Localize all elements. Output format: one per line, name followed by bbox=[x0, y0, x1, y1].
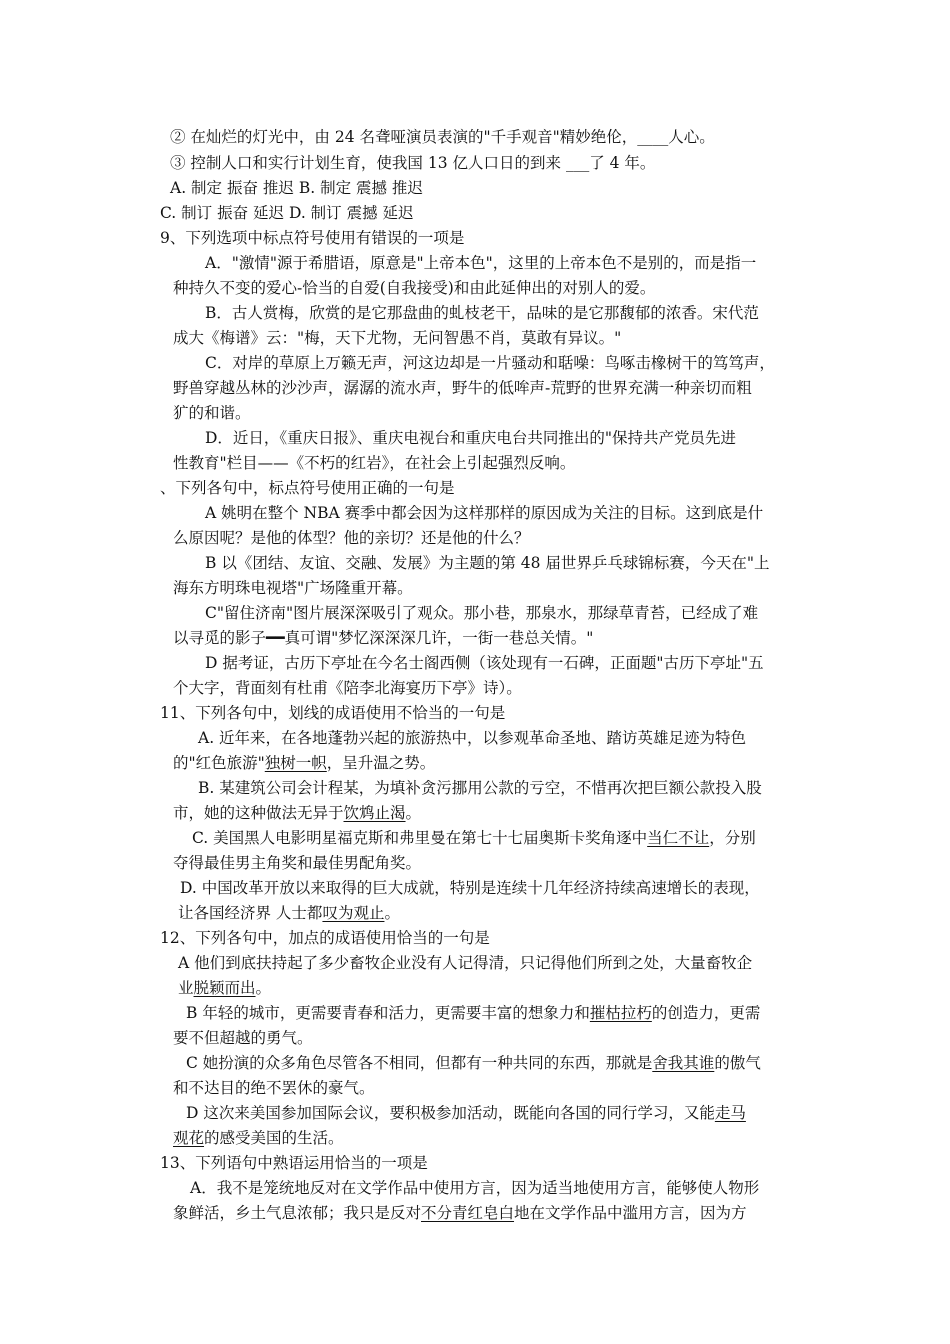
text-segment: D. 中国改革开放以来取得的巨大成就，特别是连续十几年经济持续高速增长的表现， bbox=[180, 879, 760, 897]
text-line bbox=[190, 1176, 759, 1200]
text-segment: 12、下列各句中，加点的成语使用恰当的一句是 bbox=[160, 929, 490, 947]
text-segment: 业 bbox=[178, 979, 194, 997]
text-segment: C. 美国黑人电影明星福克斯和弗里曼在第七十七届奥斯卡奖角逐中 bbox=[192, 829, 648, 847]
question-heading bbox=[160, 926, 490, 950]
text-segment: A 他们到底扶持起了多少畜牧企业没有人记得清，只记得他们所到之处，大量畜牧企 bbox=[178, 954, 753, 972]
text-segment: ，呈升温之势。 bbox=[326, 754, 436, 772]
text-line bbox=[173, 276, 655, 300]
text-line bbox=[205, 301, 759, 325]
question-heading bbox=[160, 1151, 428, 1175]
text-segment: 性教育"栏目——《不朽的红岩》，在社会上引起强烈反响。 bbox=[173, 454, 576, 472]
text-segment: 市，她的这种做法无异于 bbox=[173, 804, 344, 822]
text-segment: B．古人赏梅，欣赏的是它那盘曲的虬枝老干，品味的是它那馥郁的浓香。宋代范 bbox=[205, 304, 759, 322]
text-line bbox=[173, 801, 421, 825]
text-segment: 9、下列选项中标点符号使用有错误的一项是 bbox=[160, 229, 465, 247]
text-segment: 野兽穿越丛林的沙沙声，潺潺的流水声，野牛的低哞声-荒野的世界充满一种亲切而粗 bbox=[173, 379, 752, 397]
text-segment: 个大字，背面刻有杜甫《陪李北海宴历下亭》诗）。 bbox=[173, 679, 522, 697]
text-segment: ③ 控制人口和实行计划生育，使我国 13 亿人口日的到来 bbox=[170, 154, 566, 172]
question-heading bbox=[160, 701, 505, 725]
text-line bbox=[198, 726, 746, 750]
text-line bbox=[170, 151, 655, 175]
text-segment: 犷的和谐。 bbox=[173, 404, 251, 422]
question-heading bbox=[160, 226, 464, 250]
text-segment: A 姚明在整个 NBA 赛季中都会因为这样那样的原因成为关注的目标。这到底是什 bbox=[205, 504, 764, 522]
text-line bbox=[173, 376, 752, 400]
text-line bbox=[173, 1201, 747, 1225]
text-segment: 13、下列语句中熟语运用恰当的一项是 bbox=[160, 1154, 428, 1172]
text-line bbox=[173, 326, 621, 350]
text-segment: 、下列各句中，标点符号使用正确的一句是 bbox=[160, 479, 455, 497]
text-line bbox=[205, 251, 756, 275]
text-line bbox=[186, 1051, 761, 1075]
text-segment: D 这次来美国参加国际会议，要积极参加活动，既能向各国的同行学习，又能 bbox=[186, 1104, 715, 1122]
text-segment: 。 bbox=[405, 804, 422, 822]
underlined-idiom: 叹为观止 bbox=[322, 904, 385, 922]
text-segment: 么原因呢？是他的体型？他的亲切？还是他的什么？ bbox=[173, 529, 530, 547]
text-line bbox=[160, 201, 414, 225]
text-segment: 和不达目的绝不罢休的豪气。 bbox=[173, 1079, 375, 1097]
text-segment: 的创造力，更需 bbox=[651, 1004, 761, 1022]
text-line bbox=[205, 551, 770, 575]
underlined-idiom: 观花 bbox=[173, 1129, 205, 1147]
text-line bbox=[173, 576, 413, 600]
text-segment: 让各国经济界 人士都 bbox=[178, 904, 323, 922]
underlined-idiom: 不分青红皂白 bbox=[421, 1204, 515, 1222]
text-line bbox=[170, 125, 715, 149]
text-segment: C. 制订 振奋 延迟 D. 制订 震撼 延迟 bbox=[160, 204, 414, 222]
text-segment: ② 在灿烂的灯光中，由 24 名聋哑演员表演的"千手观音"精妙绝伦， bbox=[170, 128, 638, 146]
text-line bbox=[173, 401, 251, 425]
question-heading bbox=[160, 476, 455, 500]
text-line bbox=[173, 626, 593, 650]
underlined-idiom: 脱颖而出 bbox=[193, 979, 256, 997]
text-segment: 的"红色旅游" bbox=[173, 754, 265, 772]
text-segment: A. 近年来，在各地蓬勃兴起的旅游热中，以参观革命圣地、踏访英雄足迹为特色 bbox=[198, 729, 747, 747]
text-segment: D 据考证，古历下亭址在今名士阁西侧（该处现有一石碑，正面题"古历下亭址"五 bbox=[205, 654, 764, 672]
text-segment: 成大《梅谱》云："梅，天下尤物，无问智愚不肖，莫敢有异议。" bbox=[173, 329, 622, 347]
text-segment: 。 bbox=[255, 979, 272, 997]
text-segment: 种持久不变的爱心-恰当的自爱(自我接受)和由此延伸出的对别人的爱。 bbox=[173, 279, 656, 297]
text-line bbox=[178, 951, 752, 975]
text-segment: 。 bbox=[384, 904, 400, 922]
text-line bbox=[205, 601, 758, 625]
text-line bbox=[205, 501, 763, 525]
text-segment: C 她扮演的众多角色尽管各不相同，但都有一种共同的东西，那就是 bbox=[186, 1054, 653, 1072]
text-line bbox=[178, 976, 271, 1000]
text-line bbox=[173, 526, 530, 550]
underlined-idiom: 当仁不让 bbox=[647, 829, 710, 847]
text-segment: 的傲气 bbox=[714, 1054, 761, 1072]
text-line bbox=[173, 851, 421, 875]
text-line bbox=[186, 1001, 760, 1025]
text-segment: 海东方明珠电视塔"广场隆重开幕。 bbox=[173, 579, 413, 597]
text-segment: 地在文学作品中滥用方言，因为方 bbox=[514, 1204, 747, 1222]
text-line bbox=[173, 676, 522, 700]
text-line bbox=[173, 751, 435, 775]
text-segment: ____ bbox=[637, 128, 669, 146]
text-line bbox=[173, 1126, 344, 1150]
text-segment: ___ bbox=[565, 154, 590, 172]
text-line bbox=[205, 651, 764, 675]
text-line bbox=[170, 176, 423, 200]
text-segment: A. 制定 振奋 推迟 B. 制定 震撼 推迟 bbox=[170, 179, 423, 197]
text-segment: A．"激情"源于希腊语，原意是"上帝本色"，这里的上帝本色不是别的，而是指一 bbox=[205, 254, 757, 272]
text-segment: 了 4 年。 bbox=[589, 154, 656, 172]
text-segment: A．我不是笼统地反对在文学作品中使用方言，因为适当地使用方言，能够使人物形 bbox=[190, 1179, 760, 1197]
underlined-idiom: 走马 bbox=[714, 1104, 746, 1122]
text-line bbox=[173, 1026, 313, 1050]
text-segment: C"留住济南"图片展深深吸引了观众。那小巷，那泉水，那绿草青苔，已经成了难 bbox=[205, 604, 759, 622]
text-line bbox=[173, 1076, 375, 1100]
text-line bbox=[198, 776, 762, 800]
text-segment: B 以《团结、友谊、交融、发展》为主题的第 48 届世界乒乓球锦标赛，今天在"上 bbox=[205, 554, 770, 572]
text-segment: 象鲜活，乡土气息浓郁；我只是反对 bbox=[173, 1204, 422, 1222]
text-segment: 要不但超越的勇气。 bbox=[173, 1029, 313, 1047]
text-line bbox=[173, 451, 575, 475]
text-segment: D．近日，《重庆日报》、重庆电视台和重庆电台共同推出的"保持共产党员先进 bbox=[205, 429, 737, 447]
text-line bbox=[192, 826, 756, 850]
text-line bbox=[180, 876, 760, 900]
text-line bbox=[186, 1101, 746, 1125]
text-segment: B 年轻的城市，更需要青春和活力，更需要丰富的想象力和 bbox=[186, 1004, 590, 1022]
text-segment: 人心。 bbox=[668, 128, 715, 146]
underlined-idiom: 饮鸩止渴 bbox=[343, 804, 406, 822]
text-segment: 11、下列各句中，划线的成语使用不恰当的一句是 bbox=[160, 704, 506, 722]
underlined-idiom: 独树一帜 bbox=[264, 754, 327, 772]
text-segment: 以寻觅的影子━━真可谓"梦忆深深深几许，一街一巷总关情。" bbox=[173, 629, 594, 647]
underlined-idiom: 舍我其谁 bbox=[652, 1054, 715, 1072]
text-line bbox=[205, 426, 736, 450]
text-segment: C．对岸的草原上万籁无声，河这边却是一片骚动和聒噪：鸟啄击橡树干的笃笃声， bbox=[205, 354, 775, 372]
text-segment: 的感受美国的生活。 bbox=[204, 1129, 344, 1147]
text-line bbox=[205, 351, 775, 375]
text-segment: 夺得最佳男主角奖和最佳男配角奖。 bbox=[173, 854, 422, 872]
text-segment: ，分别 bbox=[709, 829, 756, 847]
text-segment: B. 某建筑公司会计程某，为填补贪污挪用公款的亏空，不惜再次把巨额公款投入股 bbox=[198, 779, 762, 797]
text-line bbox=[178, 901, 400, 925]
underlined-idiom: 摧枯拉朽 bbox=[589, 1004, 652, 1022]
